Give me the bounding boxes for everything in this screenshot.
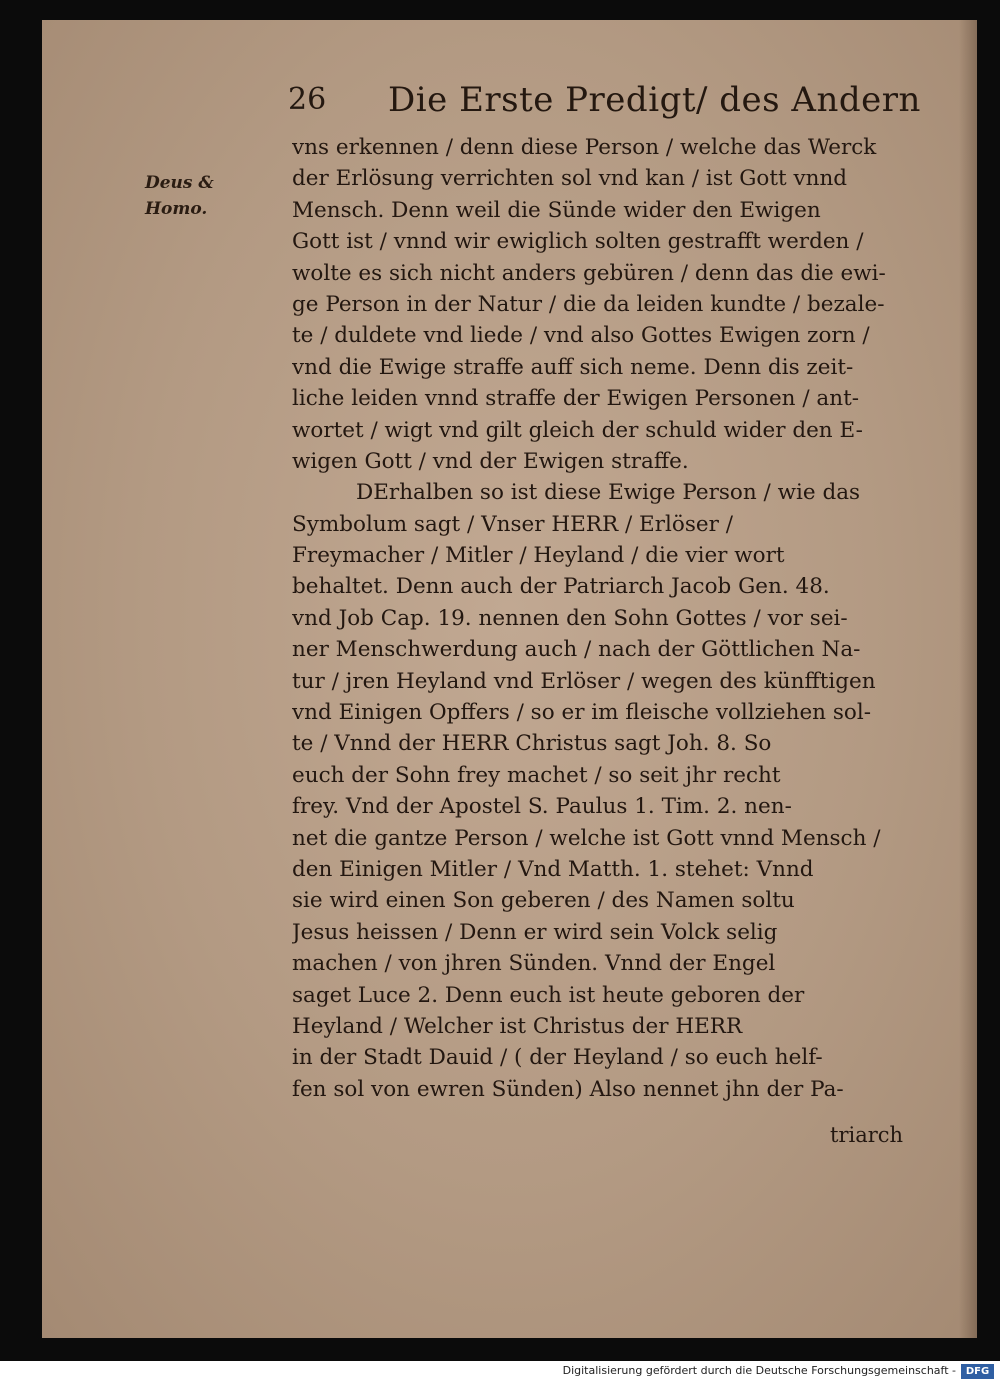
text-line: Mensch. Denn weil die Sünde wider den Ewigen (292, 197, 821, 223)
dfg-funding-text: Digitalisierung gefördert durch die Deutsche Forschungsgemeinschaft - (562, 1364, 956, 1377)
text-line: Gott ist / vnnd wir ewiglich solten gestrafft werden / (292, 229, 864, 255)
text-line: in der Stadt Dauid / ( der Heyland / so euch helf- (292, 1045, 823, 1071)
text-line: sie wird einen Son geberen / des Namen soltu (292, 888, 795, 914)
page-edge-shadow (959, 20, 977, 1338)
text-line: Freymacher / Mitler / Heyland / die vier wort (292, 543, 785, 569)
body-text (292, 132, 892, 1105)
text-line: Symbolum sagt / Vnser HERR / Erlöser / (292, 511, 733, 537)
running-title: Die Erste Predigt/ des Andern (388, 80, 921, 120)
text-line: machen / von jhren Sünden. Vnnd der Engel (292, 951, 776, 977)
text-line: wigen Gott / vnd der Ewigen straffe. (292, 448, 689, 474)
text-line: der Erlösung verrichten sol vnd kan / ist Gott vnnd (292, 166, 848, 192)
text-line: net die gantze Person / welche ist Gott vnnd Mensch / (292, 825, 881, 851)
marginal-note-line: Deus & (145, 173, 214, 193)
dfg-footer (0, 1361, 1000, 1383)
text-line: euch der Sohn frey machet / so seit jhr recht (292, 762, 781, 788)
text-line: Jesus heissen / Denn er wird sein Volck selig (292, 919, 778, 945)
text-line: vnd die Ewige straffe auff sich neme. Denn dis zeit- (292, 354, 854, 380)
text-line: vns erkennen / denn diese Person / welche das Werck (292, 135, 877, 160)
dfg-logo-icon: DFG (961, 1364, 994, 1379)
marginal-note (145, 170, 235, 222)
text-line: behaltet. Denn auch der Patriarch Jacob Gen. 48. (292, 574, 830, 600)
text-line: wolte es sich nicht anders gebüren / denn das die ewi- (292, 260, 886, 286)
page-header (288, 74, 921, 130)
text-line: vnd Job Cap. 19. nennen den Sohn Gottes / vor sei- (292, 605, 848, 631)
marginal-note-line: Homo. (145, 199, 208, 219)
text-line: vnd Einigen Opffers / so er im fleische vollziehen sol- (292, 700, 871, 726)
text-line: saget Luce 2. Denn euch ist heute geboren der (292, 982, 805, 1008)
text-line: den Einigen Mitler / Vnd Matth. 1. stehet: Vnnd (292, 856, 814, 882)
text-line: tur / jren Heyland vnd Erlöser / wegen des künfftigen (292, 668, 876, 694)
text-line: Heyland / Welcher ist Christus der HERR (292, 1013, 743, 1039)
text-line: frey. Vnd der Apostel S. Paulus 1. Tim. 2. nen- (292, 794, 792, 820)
text-line: te / Vnnd der HERR Christus sagt Joh. 8. So (292, 731, 772, 757)
paragraph-start-line: DErhalben so ist diese Ewige Person / wie das (356, 480, 861, 506)
catchword: triarch (830, 1123, 904, 1147)
text-line: ge Person in der Natur / die da leiden kundte / bezale- (292, 291, 885, 317)
text-line: fen sol von ewren Sünden) Also nennet jhn der Pa- (292, 1076, 844, 1102)
page-number: 26 (288, 82, 327, 117)
text-line: liche leiden vnnd straffe der Ewigen Personen / ant- (292, 386, 859, 412)
text-line: ner Menschwerdung auch / nach der Göttlichen Na- (292, 637, 861, 663)
text-line: wortet / wigt vnd gilt gleich der schuld wider den E- (292, 417, 863, 443)
text-line: te / duldete vnd liede / vnd also Gottes Ewigen zorn / (292, 323, 870, 349)
